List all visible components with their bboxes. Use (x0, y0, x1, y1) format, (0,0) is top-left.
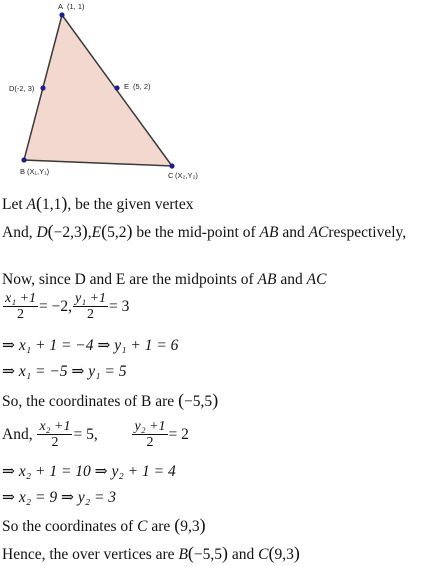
line-since-midpoints (2, 270, 326, 290)
text-given-vertex: , be the given vertex (67, 196, 194, 213)
point-d (40, 85, 45, 90)
math-b: B (178, 546, 188, 563)
fraction-x2-rhs: = 5, (73, 426, 98, 443)
math-ab-2: AB (257, 271, 277, 288)
text-respectively: respectively, (328, 224, 407, 241)
text-mid-point: be the mid-point of (136, 224, 256, 241)
math-a: A (26, 196, 36, 213)
text-hence: Hence, the over vertices are (2, 546, 175, 563)
line-implies-b-value: ⇒ x₁ = −5 ⇒ y₁ = 5 (2, 363, 127, 380)
text-and: And, (2, 224, 33, 241)
text-let: Let (2, 196, 23, 213)
line-coordinates-c: So the coordinates of C are (9,3) (2, 515, 206, 535)
fraction-x2: $\frac{\text{x₂ +1}}{2}$ (39, 419, 71, 451)
math-ac-2: AC (306, 271, 327, 288)
text-now-since: Now, since D and E are the midpoints of (2, 271, 254, 288)
label-d: D(-2, 3) (9, 84, 35, 93)
value-c: 9,3 (180, 518, 200, 535)
label-c-coords: (X₂,Y₂) (175, 171, 198, 180)
label-a-coords: (1, 1) (67, 2, 85, 11)
label-a: A (58, 2, 64, 11)
point-e (114, 85, 119, 90)
point-c (169, 163, 174, 168)
label-b-coords: (X₁,Y₁) (27, 167, 50, 176)
fraction-y2-rhs: = 2 (168, 426, 189, 443)
math-c: C (137, 518, 148, 535)
line-conclusion: Hence, the over vertices are B(−5,5) and C(9,3) (2, 543, 300, 563)
text-and-2: and (282, 224, 305, 241)
fraction-y2: $\frac{\text{y₂ +1}}{2}$ (134, 419, 166, 451)
math-ab: AB (259, 224, 279, 241)
line-implies-c-value: ⇒ x₂ = 9 ⇒ y₂ = 3 (2, 489, 117, 506)
triangle-diagram (0, 0, 434, 190)
math-d: D (36, 224, 48, 241)
fraction-y1: $\frac{\text{y₁ +1}}{2}$ (75, 291, 107, 323)
line-implies-b-sum: ⇒ x₁ + 1 = −4 ⇒ y₁ + 1 = 6 (2, 337, 179, 354)
line-fraction-equations-b (2, 290, 129, 324)
math-e-args: 5,2 (107, 224, 127, 241)
point-a (59, 12, 64, 17)
label-c: C (168, 171, 174, 180)
label-e: E (124, 82, 130, 91)
text-are: are (151, 518, 171, 535)
label-e-coords: (5, 2) (133, 82, 151, 91)
fraction-x1-rhs: = −2, (39, 298, 73, 315)
label-b: B (20, 167, 26, 176)
line-implies-c-sum: ⇒ x₂ + 1 = 10 ⇒ y₂ + 1 = 4 (2, 463, 176, 480)
value-b-final: −5,5 (193, 546, 223, 563)
line-given-vertex: Let A(1,1), be the given vertex (2, 193, 194, 213)
line-fraction-equations-c (2, 418, 189, 452)
text-and-4: And, (2, 426, 33, 443)
value-b: −5,5 (184, 393, 213, 410)
math-e: E (91, 224, 102, 241)
math-c-final: C (258, 546, 269, 563)
math-a-args: 1,1 (42, 196, 62, 213)
point-b (21, 157, 26, 162)
line-midpoints: And, D(−2,3),E(5,2) be the mid-point of AB and ACrespectively, (2, 221, 407, 241)
fraction-x1: $\frac{\text{x₁ +1}}{2}$ (5, 291, 37, 323)
math-d-args: −2,3 (53, 224, 82, 241)
value-c-final: 9,3 (274, 546, 294, 563)
fraction-y1-rhs: = 3 (109, 298, 130, 315)
math-ac: AC (308, 224, 329, 241)
text-and-3: and (280, 271, 303, 288)
text-coordinates-c: So the coordinates of (2, 518, 134, 535)
line-coordinates-b: So, the coordinates of B are (−5,5) (2, 390, 219, 410)
text-coordinates-b: So, the coordinates of B are (2, 393, 175, 410)
text-and-5: and (231, 546, 255, 563)
